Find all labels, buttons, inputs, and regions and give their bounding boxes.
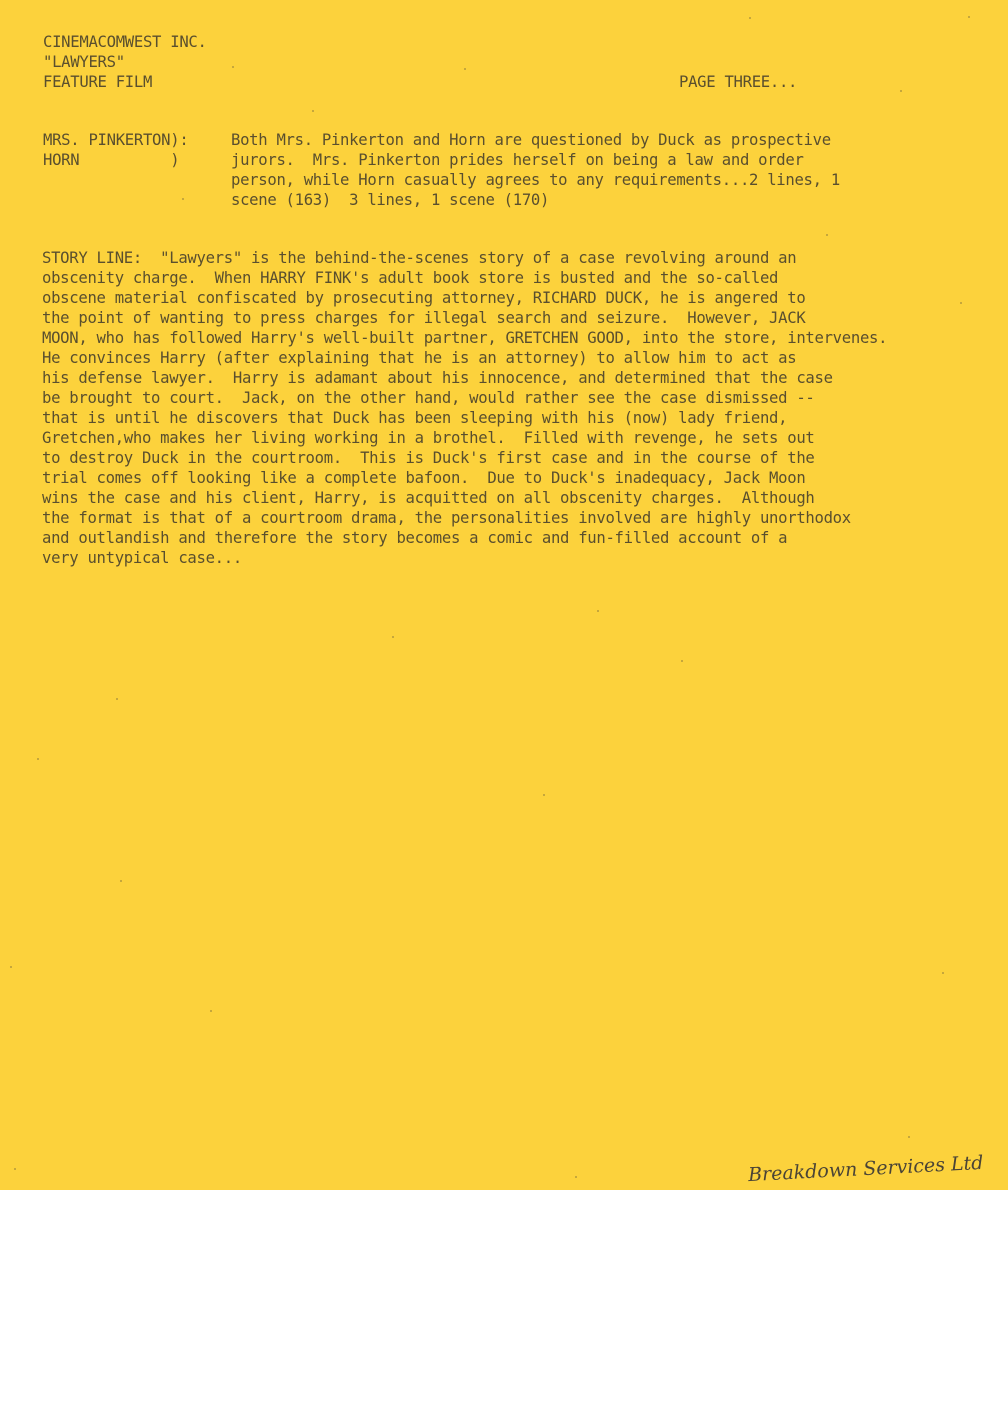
paper-speck	[968, 16, 970, 18]
document-header	[43, 32, 207, 92]
paper-speck	[116, 698, 118, 700]
story-line: and outlandish and therefore the story becomes a comic and fun-filled account of a	[42, 529, 788, 547]
story-line: trial comes off looking like a complete bafoon. Due to Duck's inadequacy, Jack Moon	[42, 469, 806, 487]
paper-speck	[232, 66, 234, 68]
character-description	[231, 130, 840, 210]
story-line: his defense lawyer. Harry is adamant about his innocence, and determined that the case	[42, 369, 833, 387]
story-line: obscenity charge. When HARRY FINK's adult book store is busted and the so-called	[42, 269, 779, 287]
character-names	[43, 130, 188, 170]
breakdown-services-signature: Breakdown Services Ltd	[747, 1151, 984, 1187]
paper-speck	[908, 1136, 910, 1138]
paper-speck	[210, 1010, 212, 1012]
story-line: to destroy Duck in the courtroom. This is Duck's first case and in the course of the	[42, 449, 815, 467]
company-name: CINEMACOMWEST INC.	[43, 33, 207, 51]
paper-speck	[826, 234, 828, 236]
story-line: STORY LINE: "Lawyers" is the behind-the-scenes story of a case revolving around an	[42, 249, 797, 267]
story-line: very untypical case...	[42, 549, 242, 567]
page-number: PAGE THREE...	[679, 73, 798, 91]
paper-speck	[597, 610, 599, 612]
production-type: FEATURE FILM	[43, 73, 153, 91]
paper-speck	[37, 758, 39, 760]
story-line: obscene material confiscated by prosecuting attorney, RICHARD DUCK, he is angered to	[42, 289, 806, 307]
paper-speck	[182, 198, 184, 200]
story-line: wins the case and his client, Harry, is acquitted on all obscenity charges. Although	[42, 489, 815, 507]
story-line-section	[42, 248, 887, 568]
paper-speck	[14, 1168, 16, 1170]
paper-speck	[392, 636, 394, 638]
story-line: Gretchen,who makes her living working in a brothel. Filled with revenge, he sets out	[42, 429, 815, 447]
paper-speck	[575, 1176, 577, 1178]
paper-speck	[312, 110, 314, 112]
story-line: the point of wanting to press charges for illegal search and seizure. However, JACK	[42, 309, 806, 327]
description-line: Both Mrs. Pinkerton and Horn are questioned by Duck as prospective	[231, 131, 831, 149]
story-line: the format is that of a courtroom drama, the personalities involved are highly unorthodox	[42, 509, 851, 527]
story-line: be brought to court. Jack, on the other hand, would rather see the case dismissed --	[42, 389, 815, 407]
film-title: "LAWYERS"	[43, 53, 125, 71]
paper-speck	[681, 660, 683, 662]
paper-speck	[543, 794, 545, 796]
story-line: that is until he discovers that Duck has been sleeping with his (now) lady friend,	[42, 409, 788, 427]
description-line: person, while Horn casually agrees to any requirements...2 lines, 1	[231, 171, 840, 189]
paper-speck	[900, 90, 902, 92]
description-line: scene (163) 3 lines, 1 scene (170)	[231, 191, 550, 209]
paper-speck	[749, 17, 751, 19]
paper-speck	[960, 302, 962, 304]
paper-speck	[10, 966, 12, 968]
description-line: jurors. Mrs. Pinkerton prides herself on being a law and order	[231, 151, 804, 169]
paper-speck	[120, 880, 122, 882]
story-line: He convinces Harry (after explaining that he is an attorney) to allow him to act as	[42, 349, 797, 367]
paper-speck	[942, 972, 944, 974]
story-line: MOON, who has followed Harry's well-built partner, GRETCHEN GOOD, into the store, intervenes.	[42, 329, 888, 347]
character-name-pinkerton: MRS. PINKERTON):	[43, 131, 189, 149]
paper-speck	[464, 68, 466, 70]
character-name-horn: HORN )	[43, 151, 180, 169]
